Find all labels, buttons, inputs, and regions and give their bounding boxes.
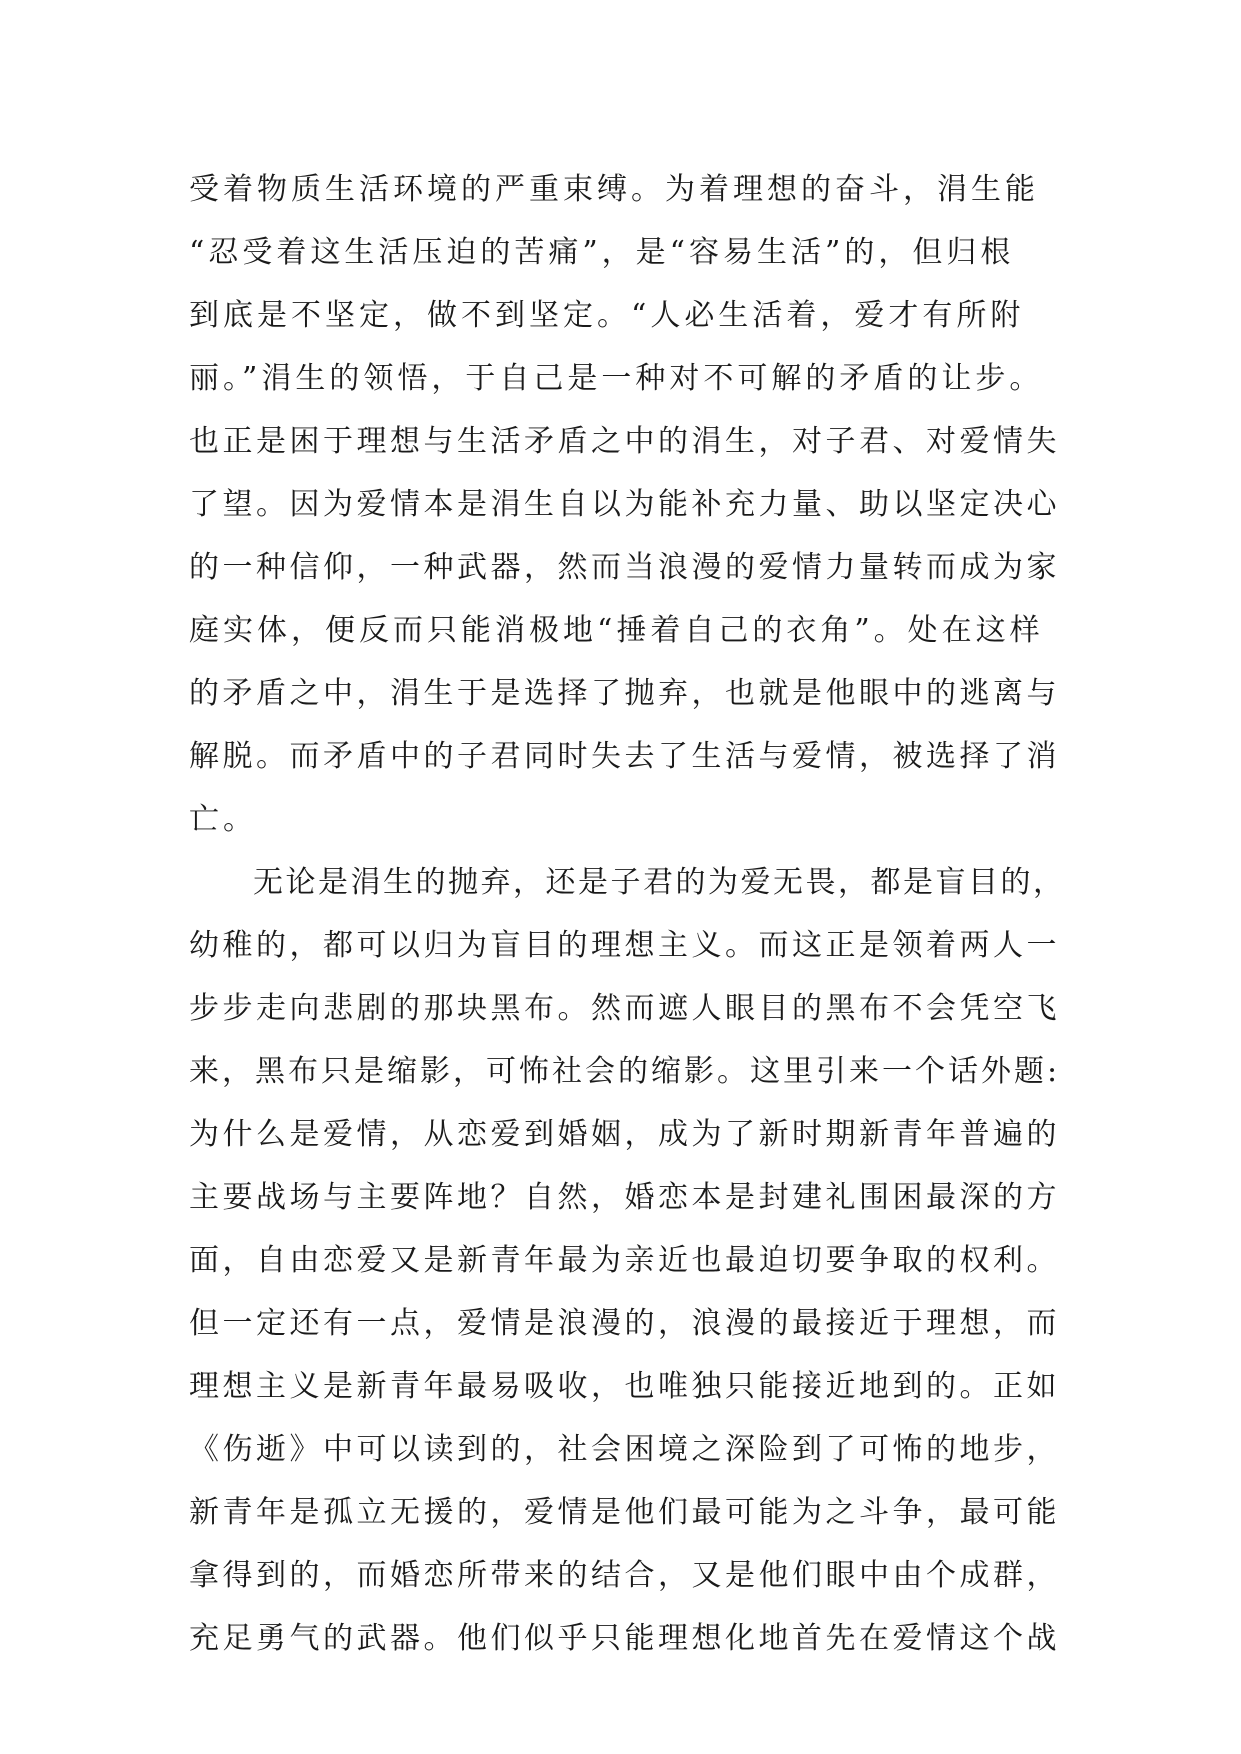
- text-line: 为什么是爱情，从恋爱到婚姻，成为了新时期新青年普遍的: [189, 1117, 1060, 1152]
- text-line: 的一种信仰，一种武器，然而当浪漫的爱情力量转而成为家: [189, 550, 1060, 585]
- text-line: 《伤逝》中可以读到的，社会困境之深险到了可怖的地步，: [189, 1432, 1060, 1467]
- text-line: 步步走向悲剧的那块黑布。然而遮人眼目的黑布不会凭空飞: [189, 991, 1060, 1026]
- text-line: 解脱。而矛盾中的子君同时失去了生活与爱情，被选择了消: [189, 739, 1060, 774]
- text-line: 了望。因为爱情本是涓生自以为能补充力量、助以坚定决心: [189, 487, 1060, 522]
- text-line: 拿得到的，而婚恋所带来的结合，又是他们眼中由个成群，: [189, 1558, 1060, 1593]
- text-line: “忍受着这生活压迫的苦痛”，是“容易生活”的，但归根: [189, 235, 1015, 270]
- text-line: 理想主义是新青年最易吸收，也唯独只能接近地到的。正如: [189, 1369, 1060, 1404]
- text-line: 受着物质生活环境的严重束缚。为着理想的奋斗，涓生能: [189, 172, 1039, 207]
- text-line: 的矛盾之中，涓生于是选择了抛弃，也就是他眼中的逃离与: [189, 676, 1060, 711]
- text-line: 亡。: [189, 802, 257, 837]
- text-line: 幼稚的，都可以归为盲目的理想主义。而这正是领着两人一: [189, 928, 1060, 963]
- text-line: 主要战场与主要阵地？自然，婚恋本是封建礼围困最深的方: [189, 1180, 1060, 1215]
- text-line: 也正是困于理想与生活矛盾之中的涓生，对子君、对爱情失: [189, 424, 1060, 459]
- paragraph-first-line: 无论是涓生的抛弃，还是子君的为爱无畏，都是盲目的，: [253, 865, 1066, 900]
- text-line: 来，黑布只是缩影，可怖社会的缩影。这里引来一个话外题:: [189, 1054, 1061, 1089]
- text-line: 庭实体，便反而只能消极地“捶着自己的衣角”。处在这样: [189, 613, 1044, 648]
- text-line: 新青年是孤立无援的，爱情是他们最可能为之斗争，最可能: [189, 1495, 1060, 1530]
- text-line: 丽。”涓生的领悟，于自己是一种对不可解的矛盾的让步。: [189, 361, 1044, 396]
- text-line: 充足勇气的武器。他们似乎只能理想化地首先在爱情这个战: [189, 1621, 1060, 1656]
- text-line: 面，自由恋爱又是新青年最为亲近也最迫切要争取的权利。: [189, 1243, 1060, 1278]
- body-text: [189, 158, 1069, 1670]
- text-line: 到底是不坚定，做不到坚定。“人必生活着，爱才有所附: [189, 298, 1025, 333]
- text-line: 但一定还有一点，爱情是浪漫的，浪漫的最接近于理想，而: [189, 1306, 1060, 1341]
